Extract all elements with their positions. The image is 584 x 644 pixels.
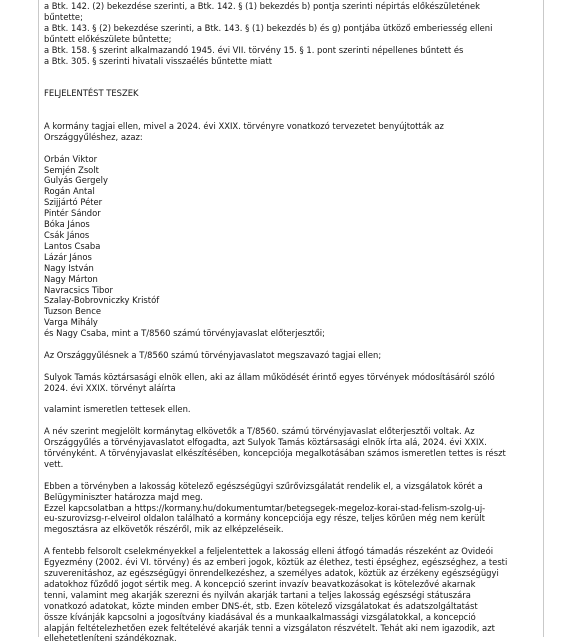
right-margin-rule [543, 0, 544, 637]
legal-basis-line: a Btk. 143. § (2) bekezdése szerinti, a Btk. 143. § (1) bekezdés b) és g) pontjába ütköző emberiesség elleni [44, 22, 493, 33]
accused-name: Pintér Sándor [44, 208, 101, 219]
paragraph-line: A név szerint megjelölt kormánytag elkövetők a T/8560. számú törvényjavaslat előterjesztői voltak. Az [44, 426, 475, 437]
unknown-perpetrators-line: valamint ismeretlen tettesek ellen. [44, 404, 191, 415]
accused-name: Gulyás Gergely [44, 175, 108, 186]
paragraph-line: Országgyűlés a törvényjavaslatot elfogadta, azt Sulyok Tamás köztársasági elnök írta alá, 2024. évi XXIX. [44, 437, 487, 448]
section-heading: FELJELENTÉST TESZEK [44, 88, 139, 99]
paragraph-screening [44, 481, 540, 536]
paragraph-line: ellehetetleníteni szándékoznak. [44, 633, 177, 644]
legal-basis-line: bűntette; [44, 11, 83, 22]
paragraph-line: Ebben a törvényben a lakosság kötelező egészségügyi szűrővizsgálatát rendelik el, a vizsgálatok körét a [44, 480, 483, 491]
accused-name: Nagy István [44, 262, 94, 273]
paragraph-line: össze kívánják kapcsolni a jogosítvány kiadásával és a munkaalkalmassági vizsgálatokkal, a koncepció [44, 611, 476, 622]
accused-name: Orbán Viktor [44, 153, 98, 164]
accused-name: Szijjártó Péter [44, 197, 103, 208]
paragraph-line: szuverenitáshoz, az egészségügyi önrendelkezéshez, a személyes adatok, köztük az érzékeny egészségügyi [44, 567, 499, 578]
accused-name: Rogán Antal [44, 186, 95, 197]
document-body [44, 1, 540, 644]
accused-names-list [44, 154, 540, 339]
accused-name: Lantos Csaba [44, 240, 101, 251]
accused-name: Lázár János [44, 251, 92, 262]
paragraph-line: megosztásra az elkövetők részéről, mik az elképzeléseik. [44, 524, 284, 535]
paragraph-line: eu-szurovizsg-r-elveirol oldalon található a kormány koncepciója egy része, teljes körűen még nem került [44, 513, 485, 524]
left-margin-rule [38, 0, 39, 637]
intro-line: Országgyűléshez, azaz: [44, 131, 143, 142]
legal-basis-list [44, 1, 540, 66]
accused-name: Navracsics Tibor [44, 284, 113, 295]
paragraph-line: Egyezmény (2002. évi VI. törvény) és az emberi jogok, köztük az élethez, testi épséghez, egészséghez, a testi [44, 557, 508, 568]
legal-basis-line: a Btk. 305. § szerinti hivatali visszaélés bűntette miatt [44, 55, 273, 66]
paragraph-line: Ezzel kapcsolatban a https://kormany.hu/dokumentumtar/betegsegek-megeloz-korai-stad-felism-szolg-uj- [44, 502, 486, 513]
paragraph-line: A fentebb felsorolt cselekményekkel a feljelentettek a lakosság elleni átfogó támadás részeként az Ovideói [44, 546, 494, 557]
paragraph-line: tenni, valamint meg akarják szerezni és nyilván akarják tartani a teljes lakosság egészségi státuszára [44, 589, 471, 600]
accused-name: Csák János [44, 229, 90, 240]
intro-line: A kormány tagjai ellen, mivel a 2024. évi XXIX. törvényre vonatkozó tervezetet benyújtották az [44, 120, 444, 131]
paragraph-line: törvényként. A törvényjavaslat elkészítésében, koncepciója megalkotásában számos ismeretlen tettes is részt [44, 448, 506, 459]
accused-name: Tuzson Bence [44, 306, 101, 317]
accused-name: és Nagy Csaba, mint a T/8560 számú törvényjavaslat előterjesztői; [44, 328, 325, 339]
accused-name: Semjén Zsolt [44, 164, 99, 175]
paragraph-line: alapján feltételezhetően ezek feltételévé akarják tenni a vizsgálaton részvételt. Tehát aki nem igazodik, azt [44, 622, 495, 633]
accused-name: Nagy Márton [44, 273, 98, 284]
paragraph-line: Belügyminiszter határozza majd meg. [44, 491, 203, 502]
paragraph-line: vonatkozó adatokat, közte minden ember DNS-ét, stb. Ezen kötelező vizsgálatokat és adatszolgáltatást [44, 600, 478, 611]
president-line: 2024. évi XXIX. törvényt aláírta [44, 382, 176, 393]
paragraph-bill-submitters [44, 426, 540, 470]
accused-name: Varga Mihály [44, 317, 98, 328]
legal-basis-line: a Btk. 158. § szerint alkalmazandó 1945. évi VII. törvény 15. § 1. pont szerinti népellenes bűntett és [44, 44, 464, 55]
paragraph-line: adatokhoz fűződő jogot sértik meg. A koncepció szerint invazív beavatkozásokat is kötelezővé akarnak [44, 578, 476, 589]
accused-name: Bóka János [44, 219, 90, 230]
legal-basis-line: a Btk. 142. (2) bekezdése szerinti, a Btk. 142. § (1) bekezdés b) pontja szerinti népirtás előkészületének [44, 1, 480, 11]
paragraph-line: vett. [44, 458, 64, 469]
president-line: Sulyok Tamás köztársasági elnök ellen, aki az állam működését érintő egyes törvények módosításáról szóló [44, 371, 495, 382]
parliament-line: Az Országgyűlésnek a T/8560 számú törvényjavaslatot megszavazó tagjai ellen; [44, 349, 382, 360]
paragraph-rights-violation [44, 546, 540, 644]
accused-name: Szalay-Bobrovniczky Kristóf [44, 295, 160, 306]
legal-basis-line: bűntett előkészülete bűntette; [44, 33, 172, 44]
